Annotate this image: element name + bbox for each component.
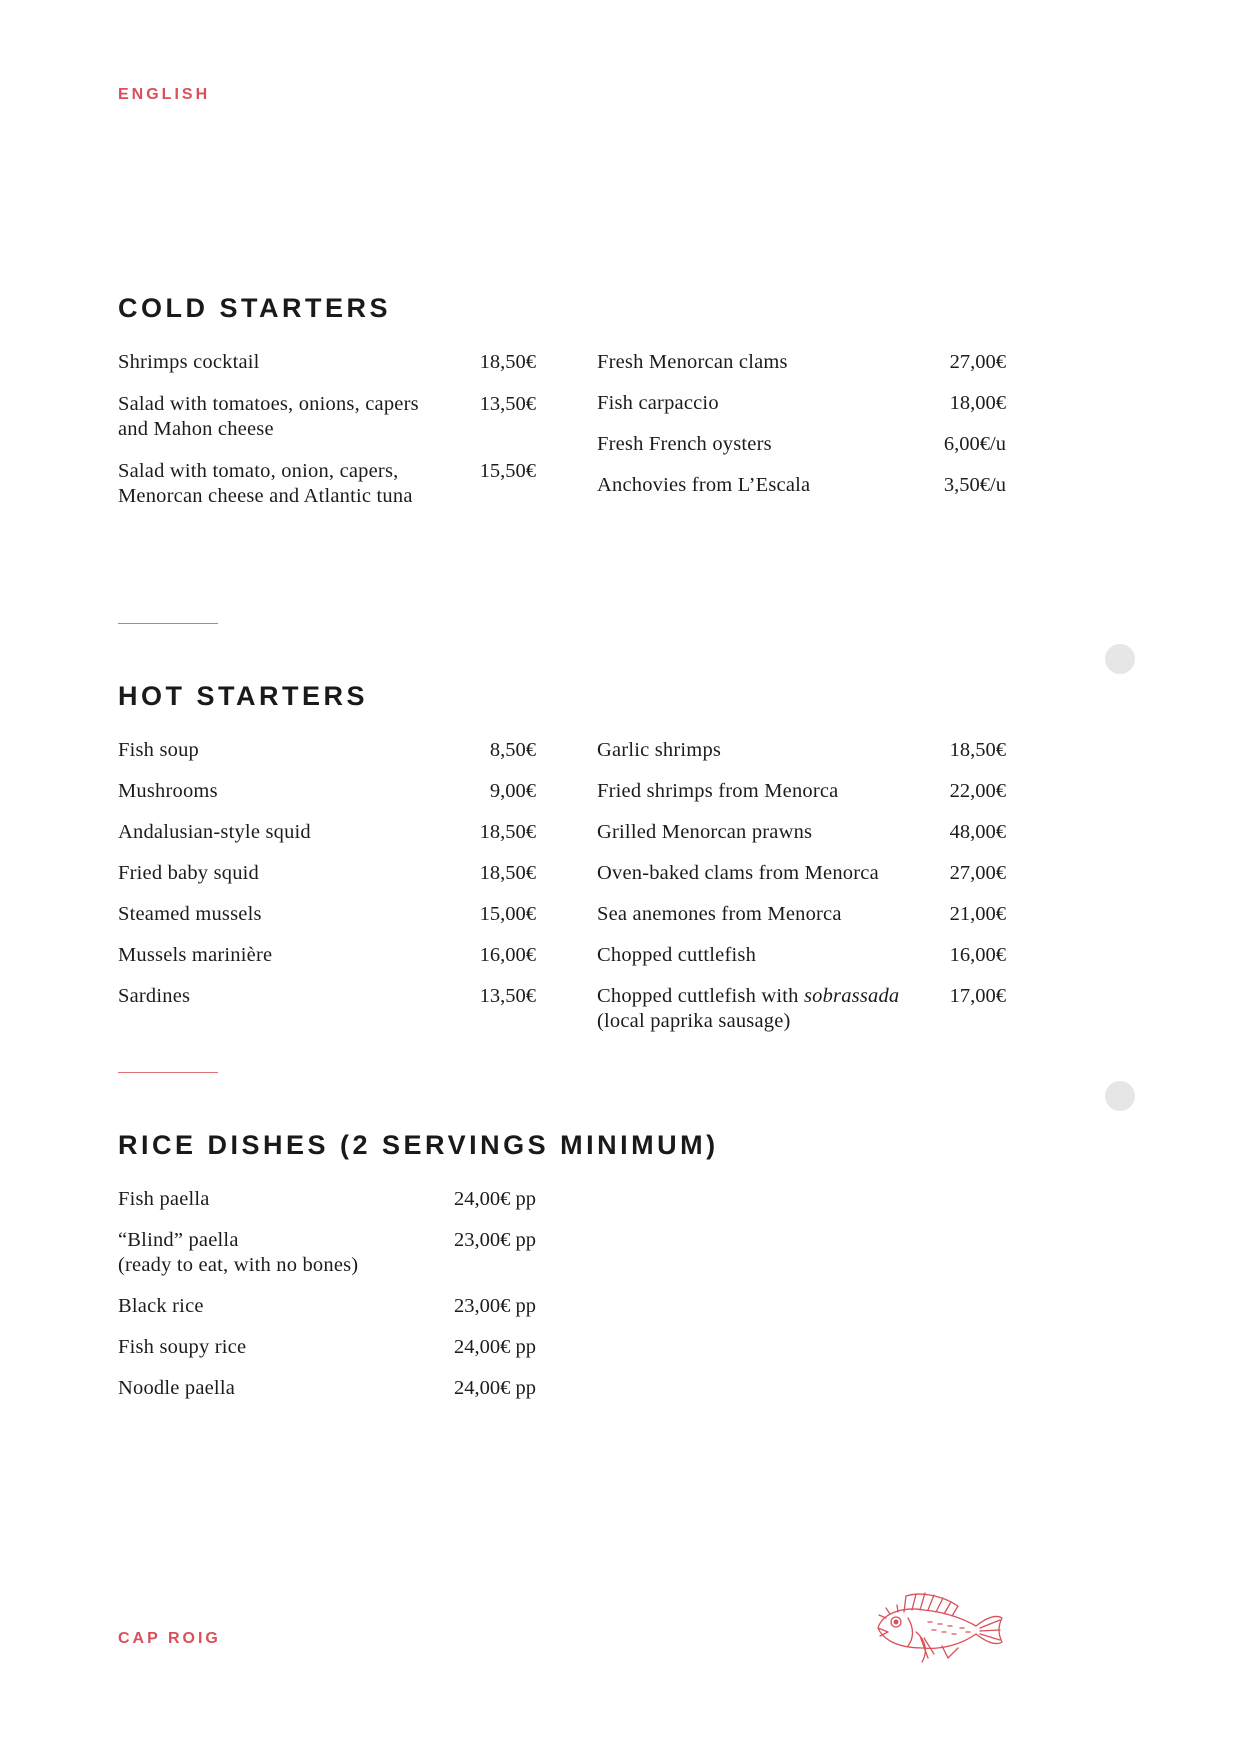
item-price: 17,00€ bbox=[949, 985, 1006, 1007]
rice-dishes-column bbox=[118, 1187, 536, 1417]
menu-item bbox=[118, 1187, 536, 1212]
menu-item bbox=[597, 779, 1006, 804]
menu-item bbox=[118, 738, 536, 763]
item-name-italic: sobrassada bbox=[803, 985, 900, 1007]
item-price: 15,50€ bbox=[479, 460, 536, 482]
item-name: Black rice bbox=[118, 1295, 204, 1317]
item-name: Fried baby squid bbox=[118, 862, 259, 884]
item-price: 8,50€ bbox=[489, 739, 536, 761]
cold-starters-left-column bbox=[118, 350, 536, 526]
section-title-cold-starters: COLD STARTERS bbox=[118, 293, 391, 323]
item-name: Fish carpaccio bbox=[597, 392, 719, 414]
item-name: Fish paella bbox=[118, 1188, 210, 1210]
item-price: 24,00€ pp bbox=[454, 1336, 536, 1358]
section-title-rice-dishes: RICE DISHES (2 SERVINGS MINIMUM) bbox=[118, 1130, 719, 1160]
item-name: Salad with tomato, onion, capers, Menorcan cheese and Atlantic tuna bbox=[118, 460, 413, 507]
menu-item bbox=[118, 902, 536, 927]
item-name: Andalusian-style squid bbox=[118, 821, 311, 843]
item-price: 9,00€ bbox=[489, 780, 536, 802]
menu-item bbox=[597, 861, 1006, 886]
cold-starters-right-column bbox=[597, 350, 1006, 514]
item-name: Garlic shrimps bbox=[597, 739, 722, 761]
item-name: Fresh Menorcan clams bbox=[597, 351, 788, 373]
menu-item bbox=[597, 350, 1006, 375]
item-name: Fish soupy rice bbox=[118, 1336, 247, 1358]
item-price: 24,00€ pp bbox=[454, 1188, 536, 1210]
item-name: Sea anemones from Menorca bbox=[597, 903, 842, 925]
menu-item bbox=[118, 861, 536, 886]
menu-item bbox=[597, 984, 1006, 1034]
language-label: ENGLISH bbox=[118, 86, 211, 103]
item-name: Fried shrimps from Menorca bbox=[597, 780, 839, 802]
item-price: 18,50€ bbox=[479, 862, 536, 884]
decorative-dot bbox=[1105, 1081, 1135, 1111]
item-price: 48,00€ bbox=[949, 821, 1006, 843]
decorative-dot bbox=[1105, 644, 1135, 674]
menu-item bbox=[597, 820, 1006, 845]
menu-item bbox=[597, 738, 1006, 763]
item-price: 22,00€ bbox=[949, 780, 1006, 802]
item-name: Shrimps cocktail bbox=[118, 351, 260, 373]
item-price: 13,50€ bbox=[479, 985, 536, 1007]
item-price: 15,00€ bbox=[479, 903, 536, 925]
menu-item bbox=[118, 943, 536, 968]
item-price: 18,50€ bbox=[479, 821, 536, 843]
section-divider bbox=[118, 623, 218, 624]
item-name-prefix: Chopped cuttlefish with bbox=[597, 985, 804, 1007]
item-price: 3,50€/u bbox=[943, 474, 1006, 496]
item-price: 23,00€ pp bbox=[454, 1229, 536, 1251]
item-price: 6,00€/u bbox=[943, 433, 1006, 455]
menu-item bbox=[118, 392, 536, 442]
item-name: Noodle paella bbox=[118, 1377, 236, 1399]
section-divider bbox=[118, 1072, 218, 1073]
item-name: Mushrooms bbox=[118, 780, 218, 802]
item-name: Salad with tomatoes, onions, capers and Mahon cheese bbox=[118, 393, 419, 440]
item-price: 18,50€ bbox=[949, 739, 1006, 761]
menu-item bbox=[118, 820, 536, 845]
item-price: 16,00€ bbox=[949, 944, 1006, 966]
item-price: 16,00€ bbox=[479, 944, 536, 966]
menu-item bbox=[118, 984, 536, 1009]
item-name bbox=[118, 1228, 358, 1278]
item-name: Mussels marinière bbox=[118, 944, 273, 966]
menu-item bbox=[597, 902, 1006, 927]
item-name: Chopped cuttlefish bbox=[597, 944, 757, 966]
item-name-suffix: (local paprika sausage) bbox=[597, 1010, 791, 1032]
menu-item bbox=[118, 350, 536, 375]
menu-item bbox=[118, 1228, 536, 1278]
item-price: 13,50€ bbox=[479, 393, 536, 415]
hot-starters-right-column bbox=[597, 738, 1006, 1050]
menu-item bbox=[597, 391, 1006, 416]
section-title-hot-starters: HOT STARTERS bbox=[118, 681, 368, 711]
hot-starters-left-column bbox=[118, 738, 536, 1025]
item-price: 27,00€ bbox=[949, 862, 1006, 884]
item-price: 18,00€ bbox=[949, 392, 1006, 414]
menu-item bbox=[118, 459, 536, 509]
item-price: 18,50€ bbox=[479, 351, 536, 373]
menu-item bbox=[597, 943, 1006, 968]
item-name: Steamed mussels bbox=[118, 903, 262, 925]
item-name: Oven-baked clams from Menorca bbox=[597, 862, 879, 884]
item-price: 21,00€ bbox=[949, 903, 1006, 925]
menu-item bbox=[118, 1335, 536, 1360]
item-name: Sardines bbox=[118, 985, 191, 1007]
menu-item bbox=[118, 1294, 536, 1319]
item-price: 24,00€ pp bbox=[454, 1377, 536, 1399]
item-name: Anchovies from L’Escala bbox=[597, 474, 811, 496]
menu-item bbox=[597, 432, 1006, 457]
menu-item bbox=[118, 1376, 536, 1401]
item-name: Fresh French oysters bbox=[597, 433, 772, 455]
item-price: 27,00€ bbox=[949, 351, 1006, 373]
scorpionfish-illustration-icon bbox=[868, 1588, 1008, 1668]
menu-item bbox=[118, 779, 536, 804]
item-price: 23,00€ pp bbox=[454, 1295, 536, 1317]
item-name: Fish soup bbox=[118, 739, 199, 761]
item-name: Grilled Menorcan prawns bbox=[597, 821, 813, 843]
item-name-line2: (ready to eat, with no bones) bbox=[118, 1254, 359, 1276]
footer-brand: CAP ROIG bbox=[118, 1630, 221, 1647]
item-name bbox=[597, 984, 899, 1034]
item-name-line1: “Blind” paella bbox=[118, 1229, 239, 1251]
menu-item bbox=[597, 473, 1006, 498]
